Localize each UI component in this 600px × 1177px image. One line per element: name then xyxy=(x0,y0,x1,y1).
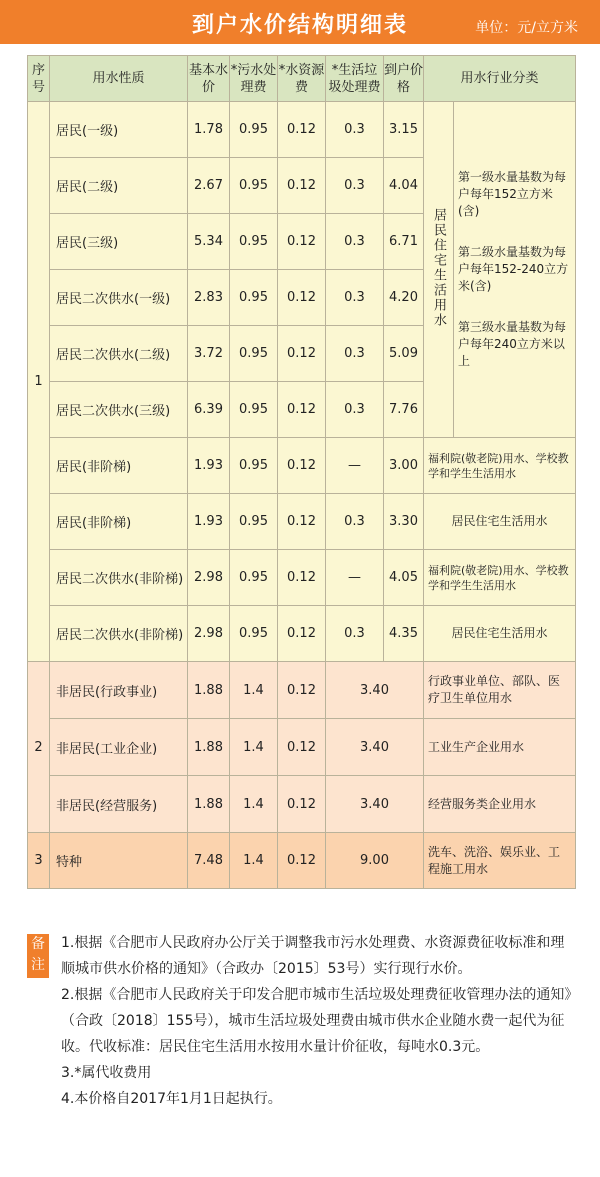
tier-notes-cell xyxy=(454,102,576,438)
table-row xyxy=(28,776,576,833)
price-table xyxy=(27,55,576,889)
unit-label: 单位：元/立方米 xyxy=(475,20,578,36)
sewage-cell: 0.95 xyxy=(230,158,278,214)
nature-cell: 居民(二级) xyxy=(50,158,188,214)
class-cell: 福利院(敬老院)用水、学校教学和学生生活用水 xyxy=(424,550,576,606)
resource-cell: 0.12 xyxy=(278,214,326,270)
base-cell: 1.88 xyxy=(188,662,230,719)
sewage-cell: 0.95 xyxy=(230,438,278,494)
total-cell: 3.00 xyxy=(384,438,424,494)
sewage-cell: 0.95 xyxy=(230,270,278,326)
nature-cell: 居民(非阶梯) xyxy=(50,494,188,550)
page-title: 到户水价结构明细表 xyxy=(191,13,408,38)
table-row xyxy=(28,833,576,889)
nature-cell: 居民二次供水(二级) xyxy=(50,326,188,382)
header-cell: *水资源费 xyxy=(278,56,326,102)
nature-cell: 居民(三级) xyxy=(50,214,188,270)
base-cell: 1.93 xyxy=(188,494,230,550)
base-cell: 2.98 xyxy=(188,550,230,606)
resource-cell: 0.12 xyxy=(278,438,326,494)
header-row xyxy=(28,56,576,102)
base-cell: 1.88 xyxy=(188,719,230,776)
sewage-cell: 0.95 xyxy=(230,606,278,662)
base-cell: 2.98 xyxy=(188,606,230,662)
sewage-cell: 1.4 xyxy=(230,833,278,889)
total-cell: 3.30 xyxy=(384,494,424,550)
class-cell: 福利院(敬老院)用水、学校教学和学生生活用水 xyxy=(424,438,576,494)
table-row xyxy=(28,606,576,662)
total-cell: 4.20 xyxy=(384,270,424,326)
header-cell: *生活垃圾处理费 xyxy=(326,56,384,102)
garbage-cell: — xyxy=(326,438,384,494)
header-cell: 用水性质 xyxy=(50,56,188,102)
garbage-cell: 0.3 xyxy=(326,326,384,382)
header-cell: *污水处理费 xyxy=(230,56,278,102)
sewage-cell: 0.95 xyxy=(230,494,278,550)
total-cell: 3.40 xyxy=(326,719,424,776)
notes-text xyxy=(61,930,573,1112)
sewage-cell: 0.95 xyxy=(230,326,278,382)
base-cell: 1.93 xyxy=(188,438,230,494)
header-cell: 基本水价 xyxy=(188,56,230,102)
note-item: 2.根据《合肥市人民政府关于印发合肥市城市生活垃圾处理费征收管理办法的通知》（合政〔2018〕155号），城市生活垃圾处理费由城市供水企业随水费一起代为征收。代收标准：居民住宅生活用水按用水量计价征收，每吨水0.3元。 xyxy=(61,987,572,1055)
seq-cell: 2 xyxy=(28,662,50,833)
nature-cell: 居民(非阶梯) xyxy=(50,438,188,494)
resource-cell: 0.12 xyxy=(278,776,326,833)
sewage-cell: 1.4 xyxy=(230,776,278,833)
total-cell: 7.76 xyxy=(384,382,424,438)
sewage-cell: 0.95 xyxy=(230,102,278,158)
garbage-cell: 0.3 xyxy=(326,214,384,270)
total-cell: 3.40 xyxy=(326,662,424,719)
total-cell: 4.05 xyxy=(384,550,424,606)
class-cell: 洗车、洗浴、娱乐业、工程施工用水 xyxy=(424,833,576,889)
table-row xyxy=(28,494,576,550)
note-item: 1.根据《合肥市人民政府办公厅关于调整我市污水处理费、水资源费征收标准和理顺城市供水价格的通知》（合政办〔2015〕53号）实行现行水价。 xyxy=(61,935,565,977)
class-cell: 经营服务类企业用水 xyxy=(424,776,576,833)
seq-cell: 1 xyxy=(28,102,50,662)
table-row xyxy=(28,662,576,719)
table-row xyxy=(28,719,576,776)
base-cell: 3.72 xyxy=(188,326,230,382)
total-cell: 9.00 xyxy=(326,833,424,889)
total-cell: 4.35 xyxy=(384,606,424,662)
garbage-cell: 0.3 xyxy=(326,494,384,550)
nature-cell: 非居民(工业企业) xyxy=(50,719,188,776)
resource-cell: 0.12 xyxy=(278,382,326,438)
base-cell: 6.39 xyxy=(188,382,230,438)
nature-cell: 居民二次供水(三级) xyxy=(50,382,188,438)
garbage-cell: — xyxy=(326,550,384,606)
base-cell: 2.83 xyxy=(188,270,230,326)
tier-note: 第一级水量基数为每户每年152立方米(含) xyxy=(458,170,567,218)
resource-cell: 0.12 xyxy=(278,270,326,326)
total-cell: 4.04 xyxy=(384,158,424,214)
nature-cell: 居民二次供水(非阶梯) xyxy=(50,550,188,606)
header-cell: 用水行业分类 xyxy=(424,56,576,102)
notes-badge: 备注 xyxy=(27,934,49,978)
nature-cell: 居民(一级) xyxy=(50,102,188,158)
vertical-class-label: 居民住宅生活用水 xyxy=(431,207,446,328)
header-cell: 序号 xyxy=(28,56,50,102)
vertical-class-cell xyxy=(424,102,454,438)
resource-cell: 0.12 xyxy=(278,833,326,889)
table-row xyxy=(28,102,576,158)
class-cell: 居民住宅生活用水 xyxy=(424,494,576,550)
resource-cell: 0.12 xyxy=(278,550,326,606)
table-row xyxy=(28,438,576,494)
sewage-cell: 1.4 xyxy=(230,662,278,719)
base-cell: 7.48 xyxy=(188,833,230,889)
header-cell: 到户价格 xyxy=(384,56,424,102)
total-cell: 3.15 xyxy=(384,102,424,158)
class-cell: 居民住宅生活用水 xyxy=(424,606,576,662)
nature-cell: 非居民(经营服务) xyxy=(50,776,188,833)
resource-cell: 0.12 xyxy=(278,102,326,158)
garbage-cell: 0.3 xyxy=(326,270,384,326)
sewage-cell: 0.95 xyxy=(230,550,278,606)
page-header xyxy=(0,0,600,44)
total-cell: 5.09 xyxy=(384,326,424,382)
table-row xyxy=(28,550,576,606)
class-cell: 工业生产企业用水 xyxy=(424,719,576,776)
total-cell: 6.71 xyxy=(384,214,424,270)
resource-cell: 0.12 xyxy=(278,158,326,214)
total-cell: 3.40 xyxy=(326,776,424,833)
resource-cell: 0.12 xyxy=(278,494,326,550)
resource-cell: 0.12 xyxy=(278,326,326,382)
resource-cell: 0.12 xyxy=(278,606,326,662)
tier-note: 第二级水量基数为每户每年152-240立方米(含) xyxy=(458,245,569,293)
tier-note: 第三级水量基数为每户每年240立方米以上 xyxy=(458,320,567,368)
base-cell: 1.78 xyxy=(188,102,230,158)
class-cell: 行政事业单位、部队、医疗卫生单位用水 xyxy=(424,662,576,719)
nature-cell: 居民二次供水(非阶梯) xyxy=(50,606,188,662)
nature-cell: 非居民(行政事业) xyxy=(50,662,188,719)
resource-cell: 0.12 xyxy=(278,719,326,776)
sewage-cell: 0.95 xyxy=(230,214,278,270)
garbage-cell: 0.3 xyxy=(326,606,384,662)
garbage-cell: 0.3 xyxy=(326,102,384,158)
sewage-cell: 1.4 xyxy=(230,719,278,776)
resource-cell: 0.12 xyxy=(278,662,326,719)
base-cell: 2.67 xyxy=(188,158,230,214)
note-item: 3.*属代收费用 xyxy=(61,1065,152,1081)
seq-cell: 3 xyxy=(28,833,50,889)
sewage-cell: 0.95 xyxy=(230,382,278,438)
base-cell: 1.88 xyxy=(188,776,230,833)
note-item: 4.本价格自2017年1月1日起执行。 xyxy=(61,1091,282,1107)
garbage-cell: 0.3 xyxy=(326,382,384,438)
base-cell: 5.34 xyxy=(188,214,230,270)
nature-cell: 居民二次供水(一级) xyxy=(50,270,188,326)
garbage-cell: 0.3 xyxy=(326,158,384,214)
nature-cell: 特种 xyxy=(50,833,188,889)
